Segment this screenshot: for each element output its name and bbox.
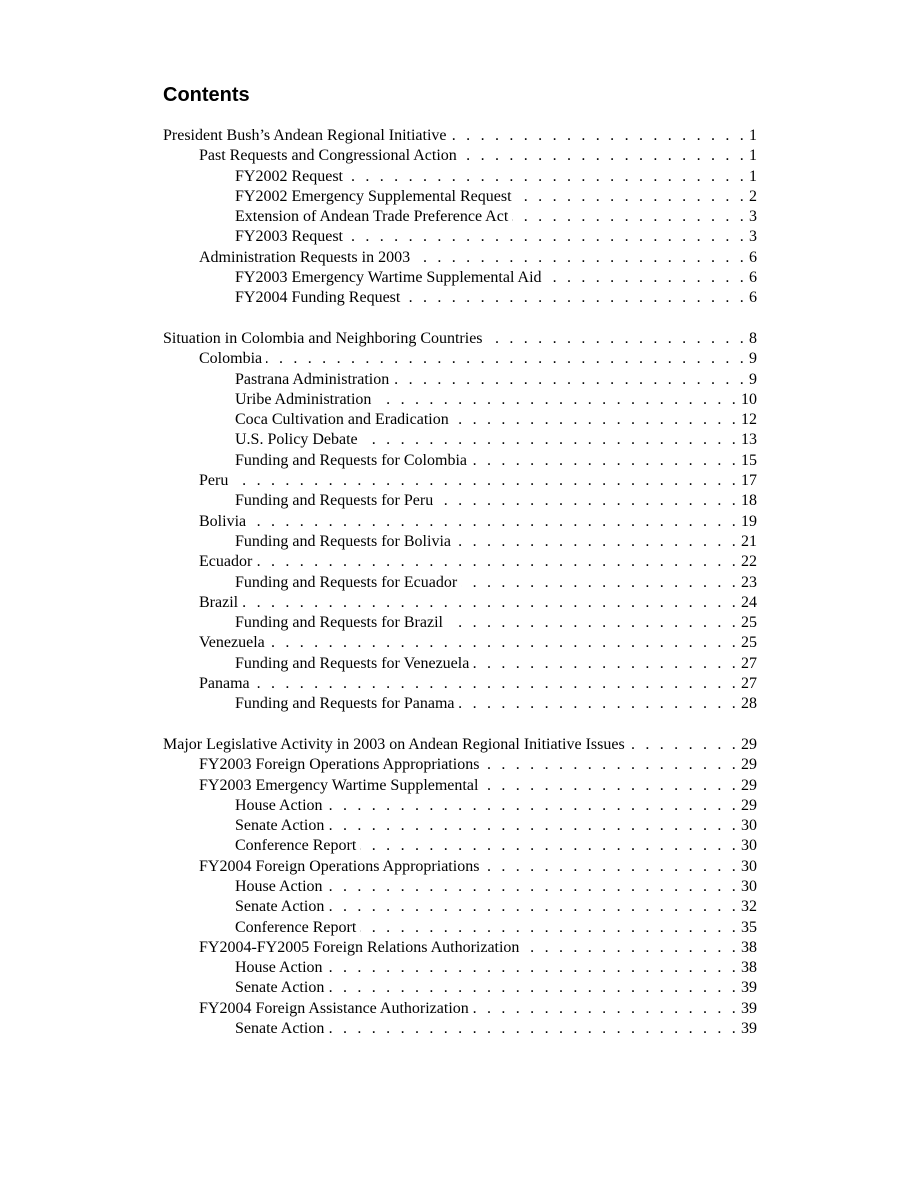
toc-entry-title: Panama	[199, 675, 250, 693]
toc-entry-title: Funding and Requests for Ecuador	[235, 573, 458, 591]
toc-entry-title: Coca Cultivation and Eradication	[235, 411, 449, 429]
dot-leader	[254, 674, 739, 694]
toc-entry-page-number: 8	[749, 329, 757, 347]
toc-entry-page-number: 25	[741, 634, 757, 652]
toc-entry-page-number: 30	[741, 877, 757, 895]
toc-entry-page-number: 3	[749, 208, 757, 226]
toc-entry	[163, 836, 757, 856]
dot-leader	[256, 552, 739, 572]
toc-entry-title: Senate Action	[235, 1020, 325, 1038]
toc-entry	[163, 694, 757, 714]
dot-leader	[347, 167, 747, 187]
toc-entry	[163, 288, 757, 308]
toc-entry-title: FY2004 Funding Request	[235, 289, 401, 307]
toc-entry-title: Past Requests and Congressional Action	[199, 147, 457, 165]
toc-entry	[163, 370, 757, 390]
dot-leader	[453, 410, 739, 430]
toc-entry-title: FY2003 Foreign Operations Appropriations	[199, 756, 480, 774]
toc-entry	[163, 248, 757, 268]
dot-leader	[455, 532, 739, 552]
dot-leader	[437, 491, 739, 511]
toc-entry-page-number: 30	[741, 857, 757, 875]
toc-entry-title: Extension of Andean Trade Preference Act	[235, 208, 509, 226]
toc-entry-page-number: 29	[741, 735, 757, 753]
toc-entry	[163, 430, 757, 450]
toc-entry-page-number: 12	[741, 411, 757, 429]
dot-leader	[487, 329, 747, 349]
toc-entry	[163, 329, 757, 349]
dot-leader	[360, 836, 739, 856]
toc-entry-page-number: 3	[749, 228, 757, 246]
toc-entry-title: Major Legislative Activity in 2003 on Andean Regional Initiative Issues	[163, 735, 625, 753]
toc-entry-title: Peru	[199, 472, 229, 490]
toc-entry-title: FY2004 Foreign Operations Appropriations	[199, 857, 480, 875]
dot-leader	[360, 918, 739, 938]
toc-entry	[163, 512, 757, 532]
toc-entry-title: FY2003 Request	[235, 228, 343, 246]
toc-entry	[163, 796, 757, 816]
toc-entry	[163, 471, 757, 491]
dot-leader	[266, 349, 747, 369]
toc-entry-page-number: 19	[741, 512, 757, 530]
toc-entry-page-number: 2	[749, 187, 757, 205]
page-title: Contents	[163, 84, 250, 106]
toc-entry	[163, 552, 757, 572]
dot-leader	[393, 370, 747, 390]
toc-entry-page-number: 30	[741, 837, 757, 855]
toc-entry	[163, 390, 757, 410]
toc-entry-title: Senate Action	[235, 817, 325, 835]
toc-entry-title: Bolivia	[199, 512, 247, 530]
toc-entry-title: President Bush’s Andean Regional Initiative	[163, 127, 447, 144]
toc-entry-page-number: 23	[741, 573, 757, 591]
toc-entry-page-number: 39	[741, 1020, 757, 1038]
dot-leader	[328, 897, 739, 917]
dot-leader	[473, 654, 739, 674]
dot-leader	[483, 755, 739, 775]
toc-entry-page-number: 35	[741, 918, 757, 936]
toc-entry	[163, 613, 757, 633]
toc-entry-title: Senate Action	[235, 898, 325, 916]
toc-entry	[163, 593, 757, 613]
toc-entry-title: U.S. Policy Debate	[235, 431, 358, 449]
toc-entry	[163, 126, 757, 146]
toc-entry-title: Funding and Requests for Panama	[235, 695, 455, 713]
dot-leader	[328, 816, 739, 836]
toc-entry	[163, 633, 757, 653]
dot-leader	[269, 633, 739, 653]
toc-entry	[163, 167, 757, 187]
toc-entry-title: Funding and Requests for Bolivia	[235, 532, 451, 550]
toc-entry	[163, 938, 757, 958]
toc-entry	[163, 776, 757, 796]
toc-entry	[163, 207, 757, 227]
toc-entry-title: House Action	[235, 877, 323, 895]
toc-entry	[163, 1019, 757, 1039]
toc-entry	[163, 451, 757, 471]
dot-leader	[459, 694, 739, 714]
toc-entry	[163, 877, 757, 897]
toc-entry	[163, 227, 757, 247]
toc-entry	[163, 268, 757, 288]
toc-entry-title: Situation in Colombia and Neighboring Countries	[163, 329, 483, 347]
dot-leader	[347, 227, 747, 247]
toc-entry-title: FY2004-FY2005 Foreign Relations Authorization	[199, 938, 520, 956]
toc-entry	[163, 654, 757, 674]
dot-leader	[414, 248, 747, 268]
toc-entry-page-number: 6	[749, 269, 757, 287]
toc-entry-page-number: 39	[741, 979, 757, 997]
dot-leader	[523, 938, 739, 958]
toc-entry	[163, 897, 757, 917]
toc-entry-page-number: 17	[741, 472, 757, 490]
toc-entry-title: Conference Report	[235, 918, 357, 936]
toc-entry	[163, 674, 757, 694]
toc-entry-page-number: 6	[749, 289, 757, 307]
dot-leader	[451, 126, 747, 146]
toc-entry-title: FY2002 Emergency Supplemental Request	[235, 187, 512, 205]
toc-entry	[163, 918, 757, 938]
dot-leader	[546, 268, 747, 288]
toc-entry-page-number: 1	[749, 127, 757, 144]
toc-entry	[163, 573, 757, 593]
toc-entry-page-number: 30	[741, 817, 757, 835]
toc-entry-page-number: 39	[741, 999, 757, 1017]
dot-leader	[327, 877, 739, 897]
toc-section	[163, 126, 757, 309]
dot-leader	[516, 187, 747, 207]
dot-leader	[629, 735, 739, 755]
toc-entry-title: Administration Requests in 2003	[199, 248, 411, 266]
toc-entry	[163, 187, 757, 207]
dot-leader	[471, 451, 739, 471]
toc-entry	[163, 978, 757, 998]
dot-leader	[362, 430, 739, 450]
toc-entry-title: Funding and Requests for Venezuela	[235, 654, 470, 672]
dot-leader	[461, 146, 747, 166]
toc-entry-page-number: 9	[749, 370, 757, 388]
dot-leader	[328, 978, 739, 998]
toc-entry	[163, 532, 757, 552]
toc-entry-title: Funding and Requests for Peru	[235, 492, 434, 510]
table-of-contents	[163, 126, 757, 1039]
toc-entry-page-number: 29	[741, 796, 757, 814]
toc-entry-page-number: 1	[749, 147, 757, 165]
toc-entry-title: FY2003 Emergency Wartime Supplemental Aid	[235, 269, 542, 287]
dot-leader	[461, 573, 739, 593]
toc-entry	[163, 491, 757, 511]
dot-leader	[447, 613, 739, 633]
dot-leader	[512, 207, 747, 227]
toc-entry	[163, 410, 757, 430]
toc-entry-title: FY2003 Emergency Wartime Supplemental	[199, 776, 479, 794]
toc-entry-page-number: 24	[741, 593, 757, 611]
toc-entry-title: Funding and Requests for Brazil	[235, 614, 443, 632]
toc-entry-title: FY2004 Foreign Assistance Authorization	[199, 999, 469, 1017]
toc-entry-title: Senate Action	[235, 979, 325, 997]
toc-entry-title: Brazil	[199, 593, 239, 611]
dot-leader	[328, 1019, 739, 1039]
dot-leader	[473, 999, 739, 1019]
toc-entry-page-number: 22	[741, 553, 757, 571]
toc-entry	[163, 999, 757, 1019]
toc-entry	[163, 755, 757, 775]
toc-entry-title: Ecuador	[199, 553, 253, 571]
toc-entry-page-number: 29	[741, 776, 757, 794]
toc-entry	[163, 816, 757, 836]
toc-entry	[163, 958, 757, 978]
toc-entry-title: Pastrana Administration	[235, 370, 390, 388]
toc-entry-page-number: 29	[741, 756, 757, 774]
toc-entry	[163, 349, 757, 369]
toc-entry-title: Venezuela	[199, 634, 265, 652]
dot-leader	[327, 958, 739, 978]
toc-entry-page-number: 15	[741, 451, 757, 469]
toc-entry-page-number: 6	[749, 248, 757, 266]
toc-section	[163, 735, 757, 1039]
toc-entry	[163, 735, 757, 755]
dot-leader	[404, 288, 747, 308]
toc-entry-page-number: 1	[749, 167, 757, 185]
toc-entry-page-number: 25	[741, 614, 757, 632]
toc-entry-page-number: 18	[741, 492, 757, 510]
toc-entry-page-number: 27	[741, 675, 757, 693]
toc-entry-title: House Action	[235, 959, 323, 977]
dot-leader	[250, 512, 739, 532]
toc-entry-page-number: 21	[741, 532, 757, 550]
toc-entry-title: House Action	[235, 796, 323, 814]
toc-entry-page-number: 32	[741, 898, 757, 916]
toc-entry-page-number: 28	[741, 695, 757, 713]
dot-leader	[327, 796, 739, 816]
toc-entry-title: FY2002 Request	[235, 167, 343, 185]
toc-entry-title: Funding and Requests for Colombia	[235, 451, 467, 469]
toc-entry-page-number: 13	[741, 431, 757, 449]
toc-entry-page-number: 9	[749, 350, 757, 368]
toc-entry-title: Uribe Administration	[235, 390, 372, 408]
toc-entry-title: Colombia	[199, 350, 263, 368]
toc-section	[163, 329, 757, 715]
dot-leader	[242, 593, 739, 613]
dot-leader	[482, 776, 739, 796]
toc-entry-title: Conference Report	[235, 837, 357, 855]
toc-entry-page-number: 10	[741, 390, 757, 408]
toc-entry-page-number: 38	[741, 959, 757, 977]
toc-entry-page-number: 27	[741, 654, 757, 672]
dot-leader	[375, 390, 739, 410]
dot-leader	[483, 857, 739, 877]
toc-entry	[163, 146, 757, 166]
toc-entry-page-number: 38	[741, 938, 757, 956]
toc-entry	[163, 857, 757, 877]
dot-leader	[232, 471, 739, 491]
